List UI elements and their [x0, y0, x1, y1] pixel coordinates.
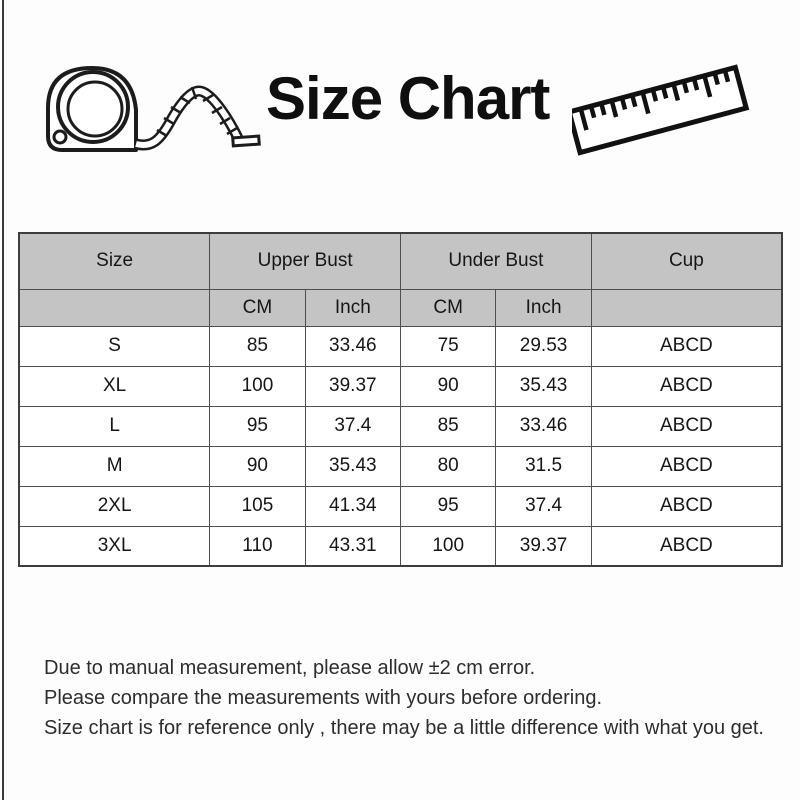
cell-under-inch: 35.43 [496, 366, 591, 406]
subheader-upper-inch: Inch [305, 289, 400, 326]
cell-cup: ABCD [591, 326, 782, 366]
cell-under-inch: 39.37 [496, 526, 591, 566]
cell-under-cm: 75 [401, 326, 496, 366]
tape-measure-icon [36, 58, 271, 168]
cell-cup: ABCD [591, 526, 782, 566]
cell-upper-inch: 41.34 [305, 486, 400, 526]
cell-upper-cm: 105 [210, 486, 305, 526]
cell-under-cm: 100 [401, 526, 496, 566]
cell-size: 2XL [19, 486, 210, 526]
cell-size: L [19, 406, 210, 446]
cell-under-cm: 90 [401, 366, 496, 406]
cell-under-cm: 95 [401, 486, 496, 526]
table-row [19, 446, 782, 486]
size-chart-table [18, 232, 783, 567]
subheader-upper-cm: CM [210, 289, 305, 326]
cell-cup: ABCD [591, 446, 782, 486]
cell-size: 3XL [19, 526, 210, 566]
header [0, 0, 800, 190]
cell-cup: ABCD [591, 366, 782, 406]
cell-upper-inch: 39.37 [305, 366, 400, 406]
table-header-row [19, 233, 782, 289]
note-line: Due to manual measurement, please allow ±2 cm error. [44, 657, 536, 679]
cell-under-inch: 33.46 [496, 406, 591, 446]
page-title: Size Chart [266, 65, 550, 132]
cell-upper-cm: 85 [210, 326, 305, 366]
disclaimer-notes [44, 653, 774, 743]
note-line: Size chart is for reference only , there may be a little difference with what you get. [44, 717, 764, 739]
ruler-icon [572, 55, 782, 180]
cell-size: XL [19, 366, 210, 406]
cell-under-cm: 85 [401, 406, 496, 446]
cell-under-inch: 31.5 [496, 446, 591, 486]
cell-cup: ABCD [591, 406, 782, 446]
col-header-size: Size [19, 233, 210, 289]
col-header-cup: Cup [591, 233, 782, 289]
table-row [19, 326, 782, 366]
cell-size: M [19, 446, 210, 486]
cell-upper-cm: 100 [210, 366, 305, 406]
cell-upper-inch: 43.31 [305, 526, 400, 566]
col-header-under-bust: Under Bust [401, 233, 592, 289]
cell-upper-inch: 33.46 [305, 326, 400, 366]
subheader-empty [19, 289, 210, 326]
cell-upper-cm: 90 [210, 446, 305, 486]
col-header-upper-bust: Upper Bust [210, 233, 401, 289]
note-line: Please compare the measurements with yours before ordering. [44, 687, 603, 709]
cell-size: S [19, 326, 210, 366]
cell-under-inch: 29.53 [496, 326, 591, 366]
subheader-empty [591, 289, 782, 326]
cell-upper-cm: 95 [210, 406, 305, 446]
table-subheader-row [19, 289, 782, 326]
cell-cup: ABCD [591, 486, 782, 526]
cell-under-inch: 37.4 [496, 486, 591, 526]
cell-upper-inch: 35.43 [305, 446, 400, 486]
subheader-under-cm: CM [401, 289, 496, 326]
table-row [19, 406, 782, 446]
table-row [19, 526, 782, 566]
table-row [19, 366, 782, 406]
cell-upper-cm: 110 [210, 526, 305, 566]
cell-under-cm: 80 [401, 446, 496, 486]
subheader-under-inch: Inch [496, 289, 591, 326]
cell-upper-inch: 37.4 [305, 406, 400, 446]
table-row [19, 486, 782, 526]
